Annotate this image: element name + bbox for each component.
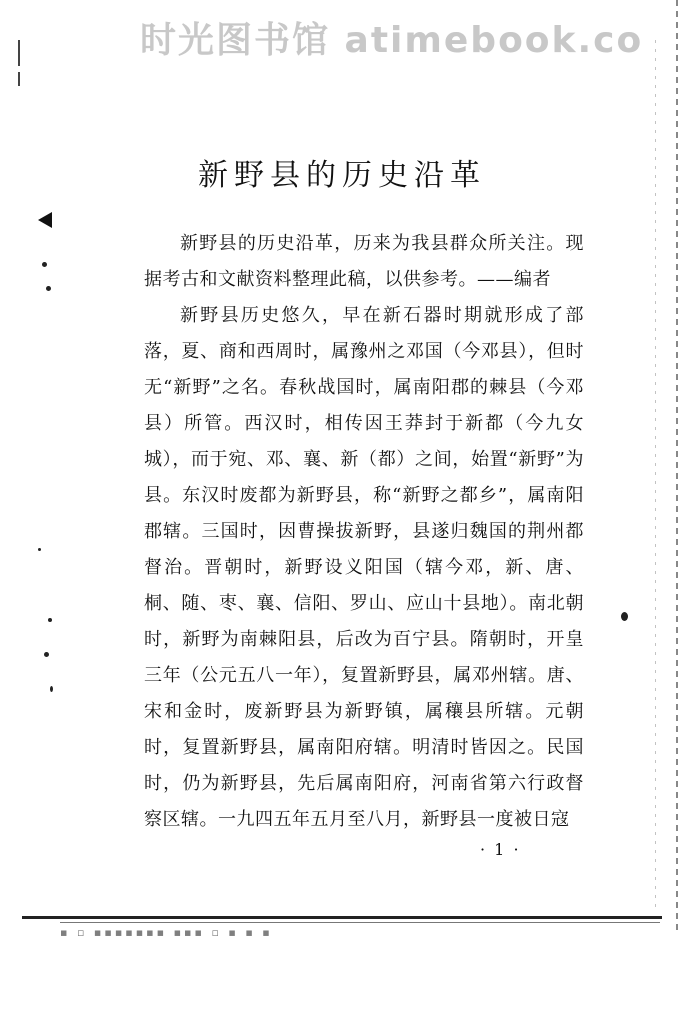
binding-dot-6	[50, 686, 53, 692]
binding-dot-1	[42, 262, 47, 267]
history-paragraph: 新野县历史悠久，早在新石器时期就形成了部落，夏、商和西周时，属豫州之邓国（今邓县），但时无“新野”之名。春秋战国时，属南阳郡的棘县（今邓县）所管。西汉时，相传因王莽封于新都（今九女城），而于宛、邓、襄、新（都）之间，始置“新野”为县。东汉时废都为新野县，称“新野之都乡”，属南阳郡辖。三国时，因曹操拔新野，县遂归魏国的荆州都督治。晋朝时，新野设义阳国（辖今邓，新、唐、桐、随、枣、襄、信阳、罗山、应山十县地）。南北朝时，新野为南棘阳县，后改为百宁县。隋朝时，开皇三年（公元五八一年），复置新野县，属邓州辖。唐、宋和金时，废新野县为新野镇，属穰县所辖。元朝时，复置新野县，属南阳府辖。明清时皆因之。民国时，仍为新野县，先后属南阳府，河南省第六行政督察区辖。一九四五年五月至八月，新野县一度被日寇	[144, 305, 584, 830]
body-text	[144, 226, 584, 838]
binding-dot-2	[46, 286, 51, 291]
page-number: · 1 ·	[480, 840, 521, 859]
scan-mark-left-2	[18, 72, 20, 86]
bottom-rule	[22, 916, 662, 919]
watermark: 时光图书馆 atimebook.co	[140, 20, 644, 61]
binding-dot-3	[38, 548, 41, 551]
scan-edge-right	[676, 0, 678, 930]
page-title: 新野县的历史沿革	[198, 158, 486, 193]
scan-mark-left-1	[18, 40, 20, 66]
footer-scan-noise: ▪ ▫ ▪▪▪▪▪▪▪ ▪▪▪ ▫ ▪ ▪ ▪	[60, 926, 273, 939]
binding-dot-4	[48, 618, 52, 622]
editor-note: 新野县的历史沿革，历来为我县群众所关注。现据考古和文献资料整理此稿，以供参考。——编者	[144, 233, 584, 290]
bottom-rule-thin	[60, 922, 660, 923]
binding-dot-7	[621, 612, 628, 621]
binding-arrow-mark	[38, 212, 52, 228]
binding-dot-5	[44, 652, 49, 657]
